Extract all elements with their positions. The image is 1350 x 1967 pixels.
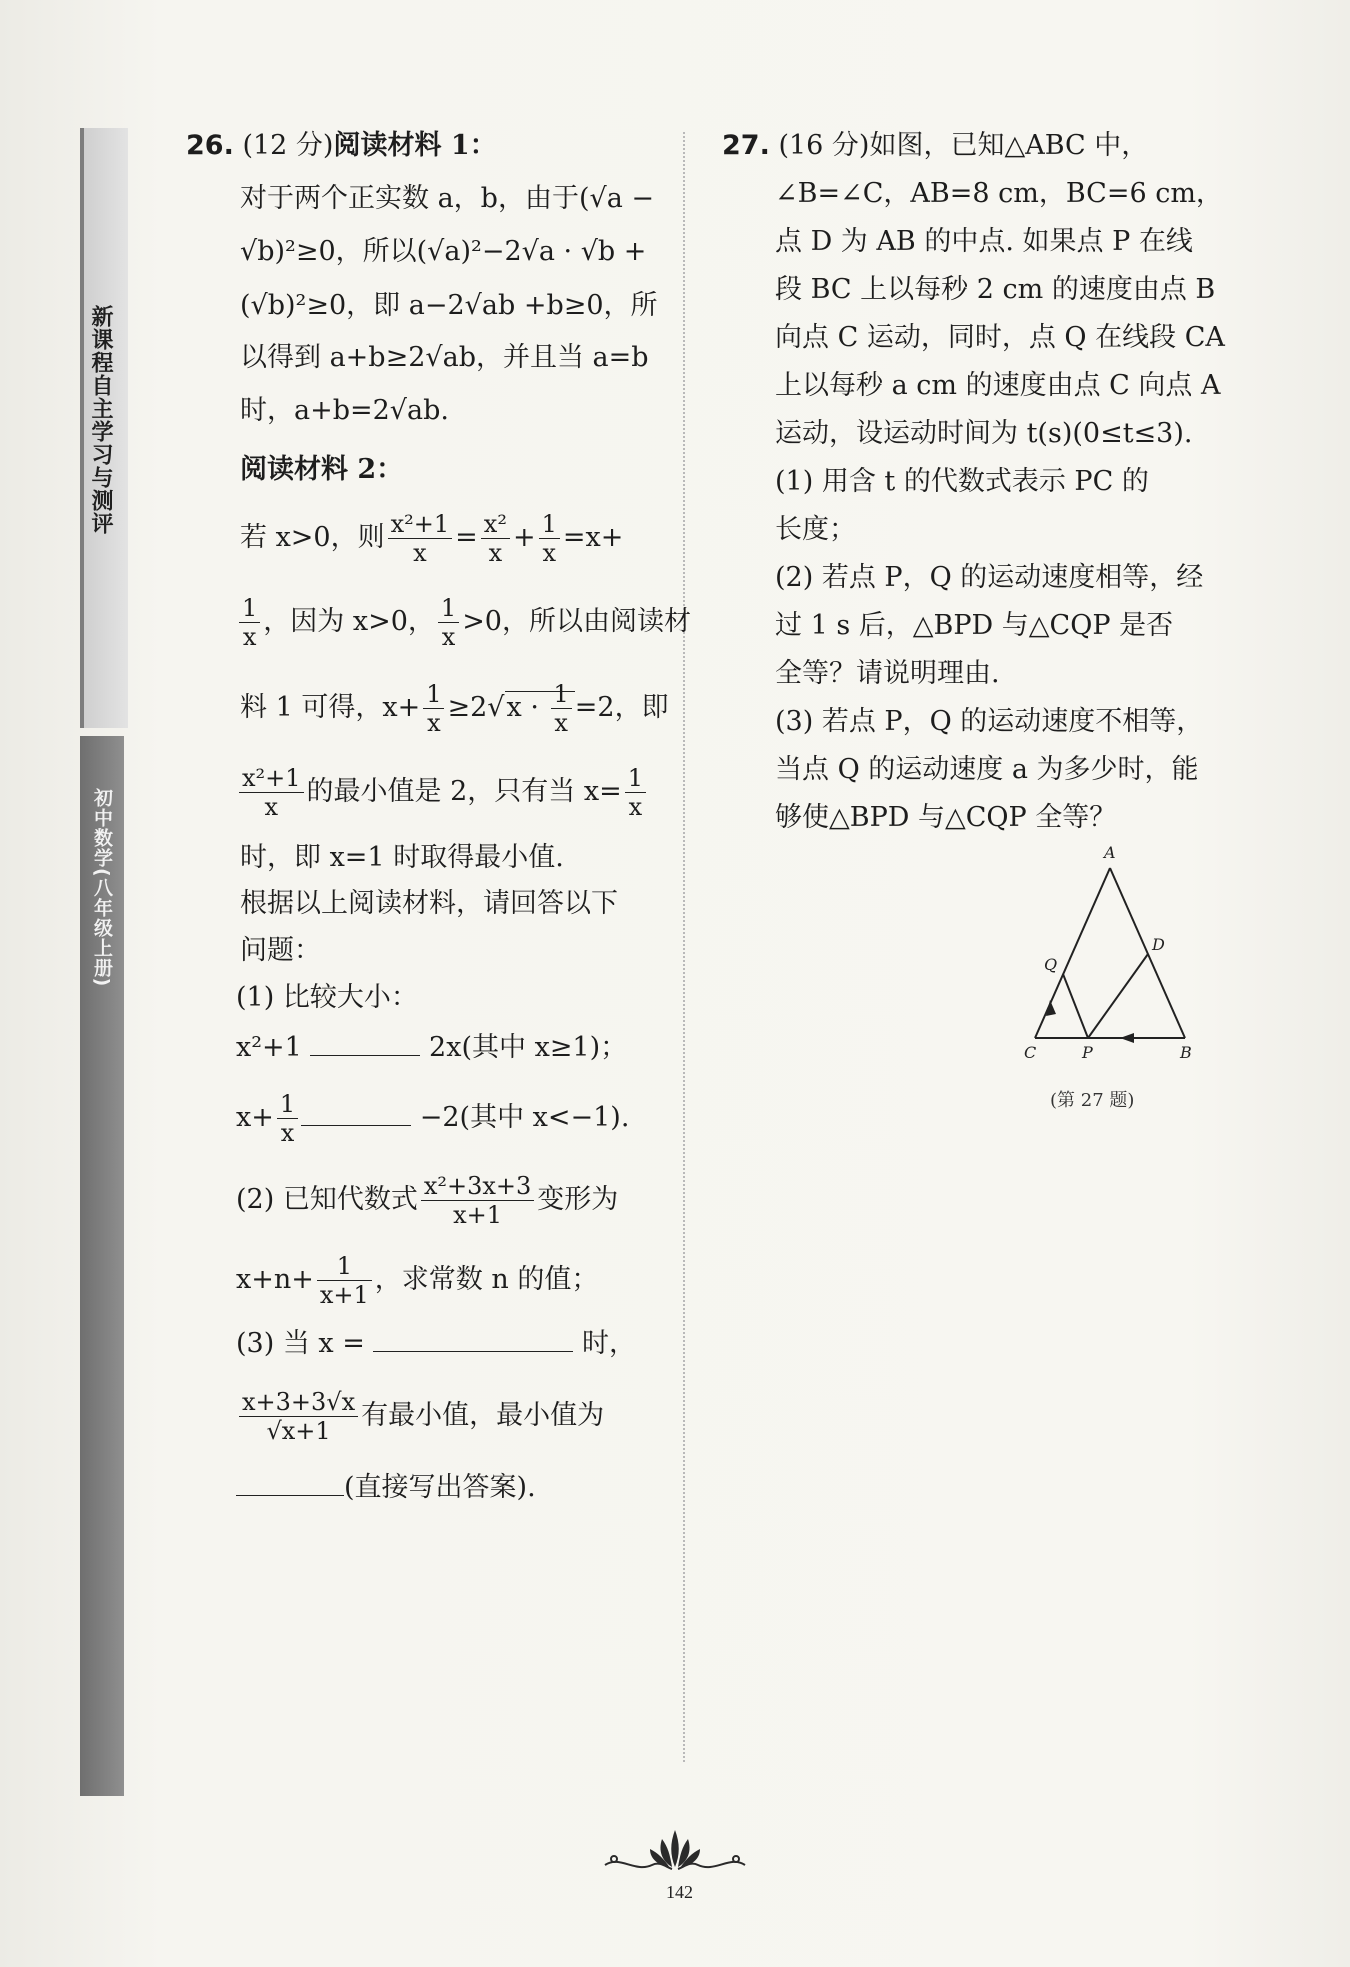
label-q: Q bbox=[1044, 955, 1058, 974]
q26-m2-line6: 根据以上阅读材料，请回答以下 bbox=[240, 888, 618, 919]
segment-qp bbox=[1063, 974, 1088, 1038]
q27-part2-line1: (2) 若点 P，Q 的运动速度相等，经 bbox=[775, 562, 1204, 593]
page-number: 142 bbox=[666, 1882, 693, 1902]
book-subtitle: 初中数学(八年级上册) bbox=[91, 788, 113, 988]
q26-part2-line2: x+n+ $\frac{1}{x+1}$ ，求常数 n 的值； bbox=[236, 1252, 599, 1309]
q27-line2: ∠B=∠C，AB=8 cm，BC=6 cm， bbox=[775, 178, 1223, 209]
side-ac bbox=[1035, 868, 1110, 1038]
q27-part1-line1: (1) 用含 t 的代数式表示 PC 的 bbox=[775, 466, 1149, 497]
q26-part3-line1: (3) 当 x = 时， bbox=[236, 1320, 636, 1368]
q26-m1-line3: (√b)²≥0，即 a−2√ab +b≥0，所 bbox=[240, 290, 658, 321]
q27-part3-line3: 够使△BPD 与△CQP 全等？ bbox=[775, 802, 1117, 833]
q26-number: 26. bbox=[186, 130, 234, 161]
q26-material2-title: 阅读材料 2： bbox=[240, 454, 404, 485]
q26-m1-line2: √b)²≥0，所以(√a)²−2√a · √b + bbox=[240, 236, 647, 267]
q27-number: 27. bbox=[722, 130, 770, 161]
q26-m1-line4: 以得到 a+b≥2√ab，并且当 a=b bbox=[240, 342, 649, 373]
q27-line1: (16 分)如图，已知△ABC 中， bbox=[778, 130, 1149, 161]
q27-part3-line2: 当点 Q 的运动速度 a 为多少时，能 bbox=[775, 754, 1199, 785]
q27-line5: 向点 C 运动，同时，点 Q 在线段 CA bbox=[775, 322, 1225, 353]
q26-part1-b: x+ $\frac{1}{x}$ −2(其中 x<−1). bbox=[236, 1090, 630, 1147]
q26-part2-line1: (2) 已知代数式 $\frac{\text{x²+3x+3}}{x+1}$ 变形为 bbox=[236, 1172, 619, 1229]
q26-part3-blank-min[interactable] bbox=[236, 1467, 344, 1496]
footer-ornament-icon bbox=[600, 1825, 750, 1880]
q26-m2-line2: $\frac{1}{x}$ ，因为 x>0， $\frac{1}{x}$ >0，所以由阅读材 bbox=[236, 594, 691, 651]
q26-m1-line5: 时，a+b=2√ab. bbox=[240, 395, 449, 426]
q26-m2-line7: 问题： bbox=[240, 935, 321, 966]
q26-part1-b-blank[interactable] bbox=[301, 1097, 411, 1126]
column-divider bbox=[683, 132, 685, 1762]
q26-part1-title: (1) 比较大小： bbox=[236, 982, 418, 1013]
side-ab bbox=[1110, 868, 1185, 1038]
q26-m2-line3: 料 1 可得，x+ $\frac{1}{x}$ ≥2√x · $\frac{1}{x}$ =2，即 bbox=[240, 680, 669, 737]
triangle-figure bbox=[1010, 840, 1210, 1070]
q27-part2-line2: 过 1 s 后，△BPD 与△CQP 是否 bbox=[775, 610, 1174, 641]
q26-part1-a: x²+1 2x(其中 x≥1)； bbox=[236, 1024, 627, 1072]
q26-m2-line4: $\frac{\text{x²+1}}{x}$ 的最小值是 2，只有当 x= $\frac{1}{x}$ bbox=[236, 764, 649, 821]
q26-m2-line5: 时，即 x=1 时取得最小值. bbox=[240, 842, 564, 873]
label-b: B bbox=[1180, 1043, 1192, 1062]
label-c: C bbox=[1024, 1043, 1037, 1062]
q26-m2-line1: 若 x>0，则 $\frac{\text{x²+1}}{x}$ = $\frac{\text{x²}}{x}$ + $\frac{1}{x}$ =x+ bbox=[240, 510, 624, 567]
q26-m1-line1: 对于两个正实数 a，b，由于(√a − bbox=[240, 183, 655, 214]
q27-line3: 点 D 为 AB 的中点. 如果点 P 在线 bbox=[775, 226, 1193, 257]
q27-part2-line3: 全等？请说明理由. bbox=[775, 658, 1000, 689]
q26-part3-line3: (直接写出答案). bbox=[236, 1464, 536, 1512]
q27-line4: 段 BC 上以每秒 2 cm 的速度由点 B bbox=[775, 274, 1216, 305]
label-a: A bbox=[1104, 843, 1116, 862]
q26-part1-a-blank[interactable] bbox=[310, 1027, 420, 1056]
book-title: 新课程自主学习与测评 bbox=[88, 305, 113, 535]
label-p: P bbox=[1082, 1043, 1093, 1062]
q27-line7: 运动，设运动时间为 t(s)(0≤t≤3). bbox=[775, 418, 1193, 449]
q26-material1-title: 阅读材料 1： bbox=[333, 130, 497, 161]
label-d: D bbox=[1152, 935, 1165, 954]
q26-part3-line2: $\frac{x+3+3√x}{√x+1}$ 有最小值，最小值为 bbox=[236, 1388, 604, 1445]
arrow-on-bc bbox=[1120, 1033, 1134, 1043]
q27-part3-line1: (3) 若点 P，Q 的运动速度不相等， bbox=[775, 706, 1204, 737]
q27-line6: 上以每秒 a cm 的速度由点 C 向点 A bbox=[775, 370, 1221, 401]
q27-part1-line2: 长度； bbox=[775, 514, 856, 545]
figure-caption: (第 27 题) bbox=[1050, 1090, 1135, 1111]
segment-pd bbox=[1088, 954, 1148, 1038]
q26-score: (12 分) bbox=[242, 130, 334, 161]
q26-part3-blank-x[interactable] bbox=[373, 1323, 573, 1352]
